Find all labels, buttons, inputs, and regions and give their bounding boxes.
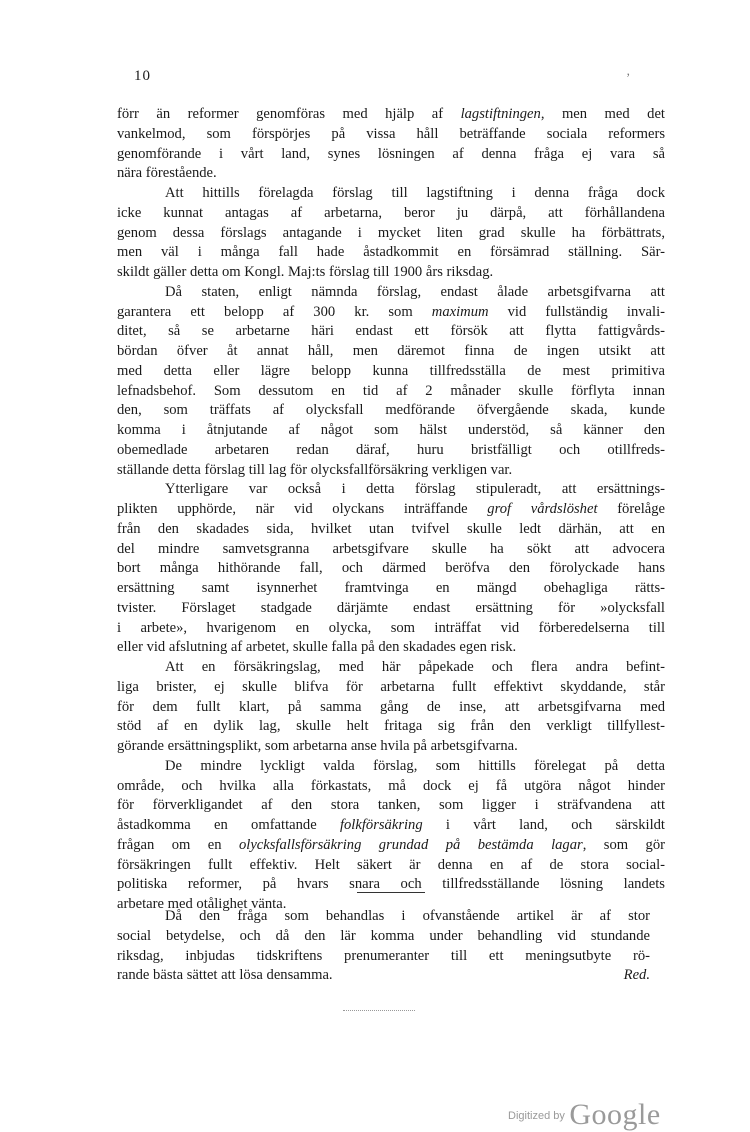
text-line: förr än reformer genomföras med hjälp af lagstiftningen, men med det xyxy=(117,106,665,122)
text-line: i arbete», hvarigenom en olycka, som inträffat vid förberedelserna till xyxy=(117,619,665,636)
text-line: för förverkligandet af den stora tanken, som ligger i sträfvandena att xyxy=(117,797,665,814)
google-logo: Google xyxy=(569,1098,661,1131)
text-line: ditet, så se arbetarne häri endast ett försök att flytta fattigvårds- xyxy=(117,323,665,340)
note-line-text: Då den fråga som behandlas i ofvanstående artikel är af stor xyxy=(165,908,650,924)
text-line: eller vid afslutning af arbetet, skulle falla på den skadades egen risk. xyxy=(117,639,517,656)
text-line: stöd af en dylik lag, skulle helt fritaga sig från den verkligt tillfyllest- xyxy=(117,718,665,735)
closing-dotted-rule xyxy=(343,1010,415,1011)
text-line: bördan öfver åt annat håll, men däremot finna de ingen utsikt att xyxy=(117,343,665,359)
note-line xyxy=(117,907,650,927)
text-line: komma i åtnjutande af något som hälst understöd, så känner den xyxy=(117,422,665,438)
editorial-note xyxy=(117,907,650,986)
text-line: ställande detta förslag till lag för olycksfallförsäkring verkligen var. xyxy=(117,461,513,478)
text-line: den, som träffats af olycksfall medförande öfvergående skada, kunde xyxy=(117,402,665,419)
note-line xyxy=(117,947,650,967)
section-divider xyxy=(357,892,425,893)
note-line-text: social betydelse, och då den lär komma under behandling vid stundande xyxy=(117,927,650,944)
text-line: nära förestående. xyxy=(117,165,217,182)
text-line: från den skadades sida, hvilket utan tvifvel skulle ledt därhän, att en xyxy=(117,520,665,537)
editor-signature: Red. xyxy=(623,967,650,984)
page-number: 10 xyxy=(134,68,151,84)
text-line: plikten upphörde, när vid olyckans inträffande grof vårdslöshet förelåge xyxy=(117,501,665,517)
text-line: skildt gäller detta om Kongl. Maj:ts förslag till 1900 års riksdag. xyxy=(117,264,494,280)
text-line: görande ersättningsplikt, som arbetarna anse hvila på arbetsgifvarna. xyxy=(117,738,518,754)
text-line: garantera ett belopp af 300 kr. som maximum vid fullständig invali- xyxy=(117,303,665,320)
text-line: frågan om en olycksfallsförsäkring grundad på bestämda lagar, som gör xyxy=(117,836,665,853)
note-line xyxy=(117,966,650,986)
digitized-watermark xyxy=(508,1098,661,1132)
text-line: Att hittills förelagda förslag till lagstiftning i denna fråga dock xyxy=(165,185,665,201)
text-line: tvister. Förslaget stadgade därjämte endast ersättning för »olycksfall xyxy=(117,599,665,616)
text-line: liga brister, ej skulle blifva för arbetarna fullt effektivt skyddande, står xyxy=(117,678,665,695)
text-line: genomförande i vårt land, synes lösningen af denna fråga ej vara så xyxy=(117,145,665,162)
note-line xyxy=(117,927,650,947)
article-body xyxy=(117,105,665,915)
text-line: genom dessa förslags antagande i mycket liten grad skulle ha förbättrats, xyxy=(117,224,665,241)
text-line: område, och hvilka alla förkastats, må dock ej få utgöra något hinder xyxy=(117,777,665,794)
text-line: Då staten, enligt nämnda förslag, endast ålade arbetsgifvarna att xyxy=(165,283,665,300)
text-line: Att en försäkringslag, med här påpekade och flera andra befint- xyxy=(165,659,665,675)
text-line: Ytterligare var också i detta förslag stipuleradt, att ersättnings- xyxy=(165,481,665,498)
text-line: del mindre samvetsgranna arbetsgifvare skulle ha sökt att advocera xyxy=(117,540,665,557)
text-line: men väl i många fall hade åstadkommit en försämrad ställning. Sär- xyxy=(117,244,665,261)
margin-tick: ʼ xyxy=(626,70,631,85)
note-line-text: riksdag, inbjudas tidskriftens prenumeranter till ett meningsutbyte rö- xyxy=(117,947,650,964)
text-line: vankelmod, som förspörjes på vissa håll beträffande sociala reformers xyxy=(117,125,665,142)
text-line: politiska reformer, på hvars snara och tillfredsställande lösning landets xyxy=(117,876,665,893)
text-line: åstadkomma en omfattande folkförsäkring i vårt land, och särskildt xyxy=(117,817,665,833)
watermark-prefix: Digitized by xyxy=(508,1110,565,1122)
text-line: för dem fullt klart, på samma gång de inse, att arbetsgifvarna med xyxy=(117,698,665,715)
text-line: ersättning samt isynnerhet framtvinga en mängd obehagliga rätts- xyxy=(117,580,665,596)
text-line: arbetare med otålighet vänta. xyxy=(117,896,287,912)
text-line: icke kunnat antagas af arbetarna, beror ju därpå, att förhållandena xyxy=(117,204,665,221)
text-line: med detta eller lägre belopp kunna tillfredsställa de mest primitiva xyxy=(117,362,665,379)
text-line: försäkringen fullt effektiv. Helt säkert är denna en af de stora social- xyxy=(117,856,665,873)
note-line-text: rande bästa sättet att lösa densamma. xyxy=(117,967,333,984)
text-line: obemedlade arbetaren redan däraf, huru bristfälligt och otillfreds- xyxy=(117,441,665,458)
text-line: lefnadsbehof. Som dessutom en tid af 2 månader skulle förflyta innan xyxy=(117,382,665,399)
text-line: bort många hithörande fall, och därmed beröfva den förolyckade hans xyxy=(117,560,665,577)
text-line: De mindre lyckligt valda förslag, som hittills förelegat på detta xyxy=(165,757,665,774)
